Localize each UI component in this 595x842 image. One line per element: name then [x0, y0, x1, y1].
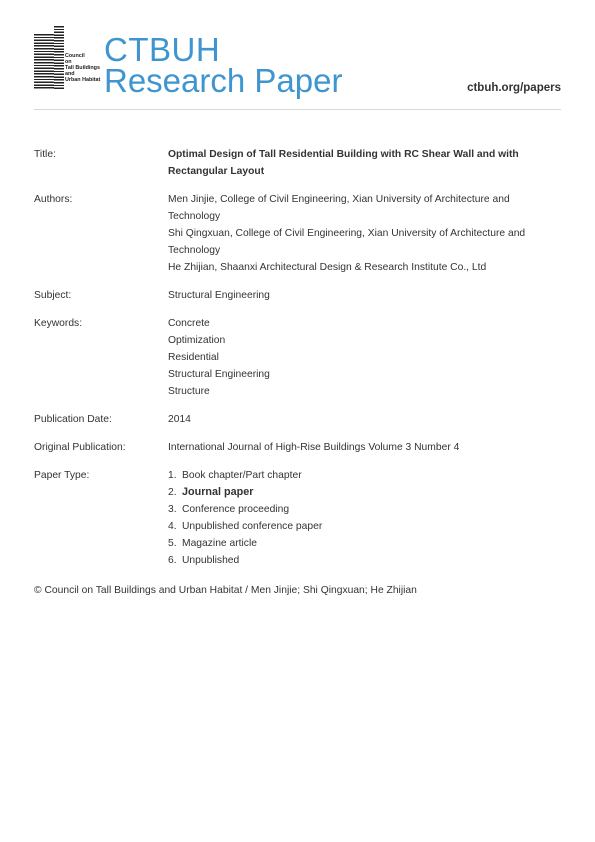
item-number: 3. [168, 504, 177, 515]
authors-row [34, 191, 561, 276]
keywords-value [168, 315, 561, 400]
keyword: Structure [168, 386, 210, 397]
site-link[interactable]: ctbuh.org/papers [467, 82, 561, 94]
item-text: Book chapter/Part chapter [182, 470, 302, 481]
subject-value: Structural Engineering [168, 290, 270, 301]
publication-date-label: Publication Date: [34, 414, 112, 425]
title-row [34, 146, 561, 180]
item-number: 6. [168, 555, 177, 566]
keyword: Residential [168, 352, 219, 363]
item-number: 5. [168, 538, 177, 549]
publication-date-value: 2014 [168, 414, 191, 425]
author-line: Technology [168, 245, 221, 256]
keywords-row [34, 315, 561, 400]
logo-text-line: Tall Buildings [65, 65, 100, 72]
original-publication-row [34, 439, 561, 456]
publication-date-row [34, 411, 561, 428]
copyright-notice: © Council on Tall Buildings and Urban Habitat / Men Jinjie; Shi Qingxuan; He Zhijian [34, 585, 417, 596]
item-text: Unpublished conference paper [182, 521, 323, 532]
subject-label: Subject: [34, 290, 72, 301]
keywords-label: Keywords: [34, 318, 83, 329]
metadata-table [34, 146, 561, 580]
author-line: Technology [168, 211, 221, 222]
paper-type-label: Paper Type: [34, 470, 90, 481]
paper-type-list [168, 467, 561, 569]
item-number: 1. [168, 470, 177, 481]
paper-type-item [168, 501, 561, 518]
header-divider [34, 109, 561, 110]
paper-type-item-selected [168, 484, 561, 501]
paper-type-item [168, 518, 561, 535]
ctbuh-logo [34, 26, 101, 92]
item-text: Journal paper [182, 486, 254, 498]
paper-type-value [168, 467, 561, 569]
keyword: Concrete [168, 318, 210, 329]
logo-text-line: Council [65, 53, 85, 59]
paper-type-item [168, 535, 561, 552]
logo-text-line: Urban Habitat [65, 77, 101, 84]
author-line: Shi Qingxuan, College of Civil Engineering, Xian University of Architecture and [168, 228, 526, 239]
authors-value [168, 191, 561, 276]
paper-title: Optimal Design of Tall Residential Building with RC Shear Wall and with Rectangular Layout [168, 149, 519, 177]
original-publication-label: Original Publication: [34, 442, 126, 453]
paper-type-item [168, 467, 561, 484]
item-text: Conference proceeding [182, 504, 290, 515]
logo-building-tower-icon [54, 26, 64, 90]
title-label: Title: [34, 149, 56, 160]
brand-title: CTBUH [104, 31, 221, 68]
paper-type-item [168, 552, 561, 569]
keyword: Optimization [168, 335, 226, 346]
logo-text-line: and [65, 71, 75, 78]
authors-label: Authors: [34, 194, 73, 205]
logo-text [65, 53, 105, 83]
header [34, 26, 561, 110]
subject-row [34, 287, 561, 304]
item-number: 2. [168, 487, 177, 498]
logo-text-line: on [65, 59, 72, 66]
original-publication-value: International Journal of High-Rise Buildings Volume 3 Number 4 [168, 442, 460, 453]
author-line: He Zhijian, Shaanxi Architectural Design & Research Institute Co., Ltd [168, 262, 487, 273]
paper-type-row [34, 467, 561, 569]
item-number: 4. [168, 521, 177, 532]
item-text: Unpublished [182, 555, 240, 566]
item-text: Magazine article [182, 538, 257, 549]
brand-subtitle: Research Paper [104, 62, 343, 99]
author-line: Men Jinjie, College of Civil Engineering, Xian University of Architecture and [168, 194, 510, 205]
keyword: Structural Engineering [168, 369, 270, 380]
